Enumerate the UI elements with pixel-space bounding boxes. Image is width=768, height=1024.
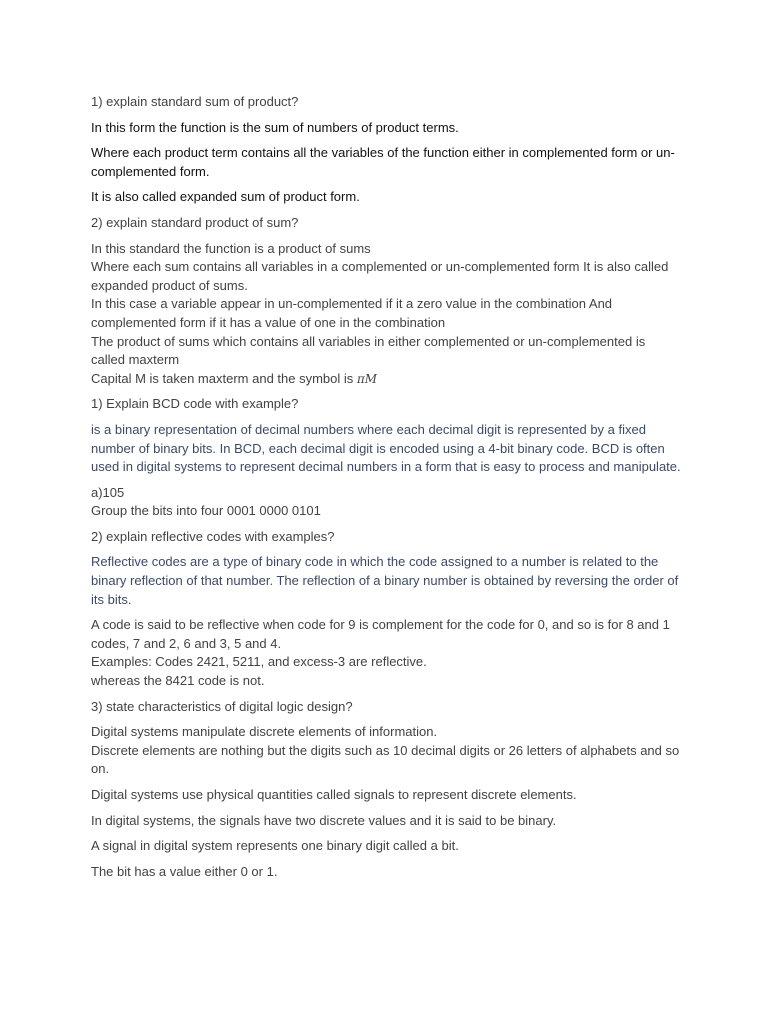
answer-paragraph: Reflective codes are a type of binary code in which the code assigned to a number is related to the binary reflection of that number. The reflection of a binary number is obtained by reversing the order of its bits.	[91, 554, 679, 607]
answer-paragraph: In digital systems, the signals have two discrete values and it is said to be binary.	[91, 812, 557, 828]
question-heading: 1) Explain BCD code with example?	[91, 396, 299, 412]
answer-paragraph: It is also called expanded sum of product form.	[91, 189, 360, 205]
question-heading: 1) explain standard sum of product?	[91, 94, 299, 109]
answer-line: In this standard the function is a product of sums	[91, 240, 371, 256]
answer-block	[91, 240, 681, 389]
question-heading: 3) state characteristics of digital logic design?	[91, 698, 353, 714]
answer-text: Capital M is taken maxterm and the symbol is	[91, 370, 357, 386]
example-line: Group the bits into four 0001 0000 0101	[91, 503, 321, 519]
answer-paragraph: The bit has a value either 0 or 1.	[91, 863, 278, 879]
answer-paragraph: is a binary representation of decimal numbers where each decimal digit is represented by a fixed number of binary bits. In BCD, each decimal digit is encoded using a 4-bit binary code. BCD is often used in digital systems to represent decimal numbers in a form that is easy to process and manipulate.	[91, 421, 681, 475]
answer-paragraph: Digital systems use physical quantities called signals to represent discrete elements.	[91, 787, 577, 802]
answer-line: Discrete elements are nothing but the digits such as 10 decimal digits or 26 letters of alphabets and so on.	[91, 742, 680, 777]
answer-line: Digital systems manipulate discrete elements of information.	[91, 724, 438, 740]
answer-line: Where each sum contains all variables in a complemented or un-complemented form It is also called expanded product of sums.	[91, 259, 669, 293]
answer-line: whereas the 8421 code is not.	[91, 673, 265, 689]
answer-block	[91, 723, 681, 779]
example-line: a)105	[91, 484, 125, 500]
answer-line	[91, 370, 681, 389]
answer-line: Examples: Codes 2421, 5211, and excess-3 are reflective.	[91, 654, 427, 670]
math-symbol: πM	[356, 371, 378, 386]
answer-line: A code is said to be reflective when code for 9 is complement for the code for 0, and so is for 8 and 1 codes, 7 and 2, 6 and 3, 5 and 4.	[91, 617, 670, 651]
answer-paragraph: In this form the function is the sum of numbers of product terms.	[91, 119, 459, 135]
answer-paragraph: A signal in digital system represents one binary digit called a bit.	[91, 838, 459, 854]
question-heading: 2) explain reflective codes with examples?	[91, 528, 335, 544]
document-page	[91, 93, 681, 881]
answer-paragraph: Where each product term contains all the variables of the function either in complemented form or un-complemented form.	[91, 145, 675, 179]
question-heading: 2) explain standard product of sum?	[91, 214, 299, 230]
answer-line: The product of sums which contains all variables in either complemented or un-complemented is called maxterm	[91, 333, 646, 368]
answer-block	[91, 616, 681, 690]
example-block	[91, 484, 681, 521]
answer-line: In this case a variable appear in un-complemented if it a zero value in the combination And complemented form if it has a value of one in the combination	[91, 296, 613, 330]
